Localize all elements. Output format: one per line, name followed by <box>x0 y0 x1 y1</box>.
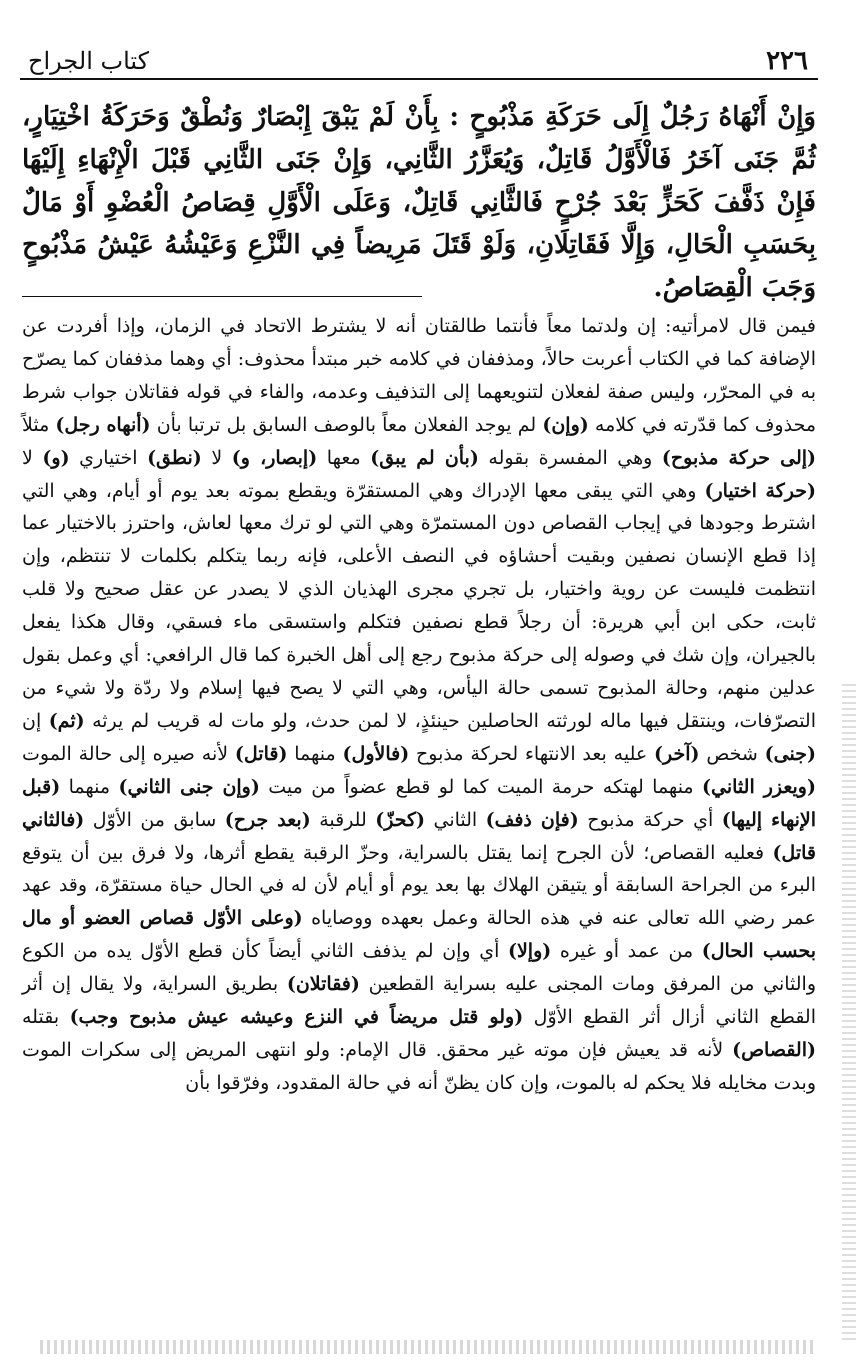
quoted-matn: (فقاتلان) <box>286 973 360 996</box>
commentary-text <box>22 310 816 1100</box>
quoted-matn: (فإن ذفف) <box>485 808 579 831</box>
commentary-segment: منهما لهتكه حرمة الميت كما لو قطع عضواً من ميت <box>268 775 694 798</box>
commentary-segment: فعليه القصاص؛ لأن الجرح إنما يقتل بالسراية، وحزّ الرقبة يقطع أثرها، ولا فرق بين أن يتوقع البرء من الجراحة السابقة أو يتيقن الهلاك بها بعد يوم أو أيام لأن له في الحال حياة مستقرّة، وقد عهد عمر رضي الله تعالى عنه في هذه الحالة وعمل بعهده ووصاياه <box>22 841 816 930</box>
commentary-segment: لم يوجد الفعلان معاً بالوصف السابق بل ترتبا بأن <box>156 413 537 436</box>
quoted-matn: (و) <box>42 446 70 469</box>
footnote-divider <box>22 296 422 297</box>
book-title: كتاب الجراح <box>28 47 150 75</box>
commentary-segment: سابق من الأوّل <box>92 808 217 831</box>
commentary-segment: الثاني <box>433 808 478 831</box>
quoted-matn: (فالثاني قاتل) <box>22 808 816 864</box>
main-text <box>22 96 816 310</box>
quoted-matn: (آخر) <box>654 742 700 765</box>
commentary-segment: أي حركة مذبوح <box>587 808 714 831</box>
quoted-matn: (كحزّ) <box>375 808 426 831</box>
quoted-matn: (قاتل) <box>234 742 288 765</box>
quoted-matn: (وإن جنى الثاني) <box>118 775 260 798</box>
bottom-ornament <box>40 1340 816 1354</box>
commentary-segment: فيمن قال لامرأتيه: إن ولدتما معاً فأنتما طالقتان أنه لا يشترط الاتحاد في الزمان، وإذا أفردت عن الإضافة كما في الكتاب أعربت حالاً، ومذففان في كلامه خبر مبتدأ محذوف: أي وهما مذففان كما يصرّح به في المحرّر، وليس صفة لفعلان لتنويعهما إلى التذفيف وعدمه، والفاء في قوله فقاتلان جواب شرط محذوف كما قدّرته في كلامه <box>22 315 817 436</box>
quoted-matn: (نطق) <box>147 446 202 469</box>
page-spine-shadow <box>842 680 856 1340</box>
commentary-segment: لا <box>211 446 223 469</box>
commentary-segment: بطريق السراية، ولا يقال إن أثر القطع الثاني أزال أثر القطع الأوّل <box>22 973 816 1029</box>
page-header <box>20 38 818 80</box>
quoted-matn: (وإلا) <box>507 940 552 963</box>
commentary-segment: اختياري <box>79 446 138 469</box>
commentary-segment: لا <box>22 446 33 469</box>
commentary-paragraph <box>22 310 816 1100</box>
commentary-segment: لأنه قد يعيش فإن موته غير محقق. قال الإمام: ولو انتهى المريض إلى سكرات الموت وبدت مخايله فلا يحكم له بالموت، وإن كان يظنّ أنه في حالة المقدود، وفرّقوا بأن <box>22 1038 816 1094</box>
page-number: ٢٢٦ <box>766 46 808 76</box>
commentary-segment: عليه بعد الانتهاء لحركة مذبوح <box>416 742 648 765</box>
commentary-segment: منهما <box>68 775 111 798</box>
quoted-matn: (وعلى الأوّل قصاص العضو أو مال بحسب الحال) <box>22 907 817 963</box>
quoted-matn: (إلى حركة مذبوح) <box>661 446 817 469</box>
commentary-segment: منهما <box>294 742 336 765</box>
commentary-segment: أي وإن لم يذفف الثاني أيضاً كأن قطع الأوّل يده من الكوع والثاني من المرفق ومات المجنى عليه بسراية القطعين <box>22 940 816 996</box>
quoted-matn: (ولو قتل مريضاً في النزع وعيشه عيش مذبوح وجب) <box>69 1006 524 1029</box>
commentary-segment: من عمد أو غيره <box>559 940 694 963</box>
quoted-matn: (إبصار، و) <box>231 446 318 469</box>
quoted-matn: (وإن) <box>542 413 589 436</box>
quoted-matn: (جنى) <box>764 742 816 765</box>
quoted-matn: (بعد جرح) <box>224 808 311 831</box>
commentary-segment: مثلاً <box>22 413 50 436</box>
matn-paragraph: وَإِنْ أَنْهَاهُ رَجُلٌ إِلَى حَرَكَةِ مَذْبُوحٍ : بِأَنْ لَمْ يَبْقَ إِبْصَارٌ وَنُطْقٌ وَحَرَكَةُ اخْتِيَارٍ، ثُمَّ جَنَى آخَرُ فَالْأَوَّلُ قَاتِلٌ، وَيُعَزَّرُ الثَّانِي، وَإِنْ جَنَى الثَّانِي قَبْلَ الْإِنْهَاءِ إِلَيْهَا فَإِنْ ذَفَّفَ كَحَزٍّ بَعْدَ جُرْحٍ فَالثَّانِي قَاتِلٌ، وَعَلَى الْأَوَّلِ قِصَاصُ الْعُضْوِ أَوْ مَالٌ بِحَسَبِ الْحَالِ، وَإِلَّا فَقَاتِلَانِ، وَلَوْ قَتَلَ مَرِيضاً فِي النَّزْعِ وَعَيْشُهُ عَيْشُ مَذْبُوحٍ وَجَبَ الْقِصَاصُ. <box>22 102 816 304</box>
quoted-matn: (ويعزر الثاني) <box>702 775 816 798</box>
commentary-segment: وهي التي يبقى معها الإدراك وهي المستقرّة ويقطع بموته بعد يوم أو أيام، وهي التي اشترط وجودها في إيجاب القصاص دون المستمرّة وهي التي لو ترك معها لعاش، واحترز بالاختيار عما إذا قطع الإنسان نصفين وبقيت أحشاؤه في النصف الأعلى، فإنه ربما يتكلم بكلمات لا تنتظم، وإن انتظمت فليست عن روية واختيار، بل تجري مجرى الهذيان الذي لا يصدر عن عقل صحيح ولا قلب ثابت، حكى ابن أبي هريرة: أن رجلاً قطع نصفين فتكلم واستسقى ماء فسقي، وقال هكذا يفعل بالجيران، وإن شك في وصوله إلى حركة مذبوح رجع إلى أهل الخبرة كما قال الرافعي: أي وعمل بقول عدلين منهم، وحالة المذبوح تسمى حالة اليأس، وهي التي لا يصح فيها إسلام ولا ردّة ولا شيء من التصرّفات، وينتقل فيها ماله لورثته الحاصلين حينئذٍ، لا لمن حدث، ولو مات له قريب لم يرثه <box>22 479 816 732</box>
commentary-segment: إن <box>22 709 42 732</box>
commentary-segment: وهي المفسرة بقوله <box>488 446 653 469</box>
quoted-matn: (ثم) <box>48 709 85 732</box>
quoted-matn: (القصاص) <box>732 1038 816 1061</box>
quoted-matn: (قبل الإنهاء إليها) <box>22 775 816 831</box>
commentary-segment: شخص <box>706 742 758 765</box>
commentary-segment: معها <box>326 446 361 469</box>
commentary-segment: بقتله <box>22 1006 60 1029</box>
quoted-matn: (حركة اختيار) <box>704 479 816 502</box>
quoted-matn: (بأن لم يبق) <box>370 446 479 469</box>
quoted-matn: (فالأول) <box>342 742 410 765</box>
commentary-segment: للرقبة <box>319 808 367 831</box>
commentary-segment: لأنه صيره إلى حالة الموت <box>22 742 229 765</box>
quoted-matn: (أنهاه رجل) <box>55 413 151 436</box>
